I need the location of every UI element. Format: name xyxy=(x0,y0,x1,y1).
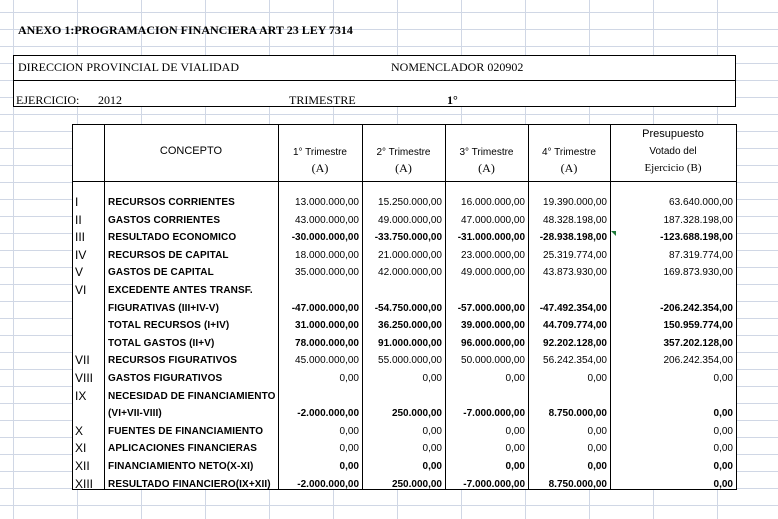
row-concept: EXCEDENTE ANTES TRANSF. xyxy=(108,285,253,296)
budget-header-line1: Presupuesto xyxy=(642,128,704,140)
row-concept: RESULTADO FINANCIERO(IX+XII) xyxy=(108,478,271,490)
trimestre-value: 1° xyxy=(447,93,458,107)
row-value: 16.000.000,00 xyxy=(461,197,525,208)
quarter-header: 2° Trimestre xyxy=(376,147,431,158)
row-concept: RESULTADO ECONOMICO xyxy=(108,232,237,244)
row-value: 169.873.930,00 xyxy=(663,267,733,279)
budget-header-line2: Votado del xyxy=(649,146,697,157)
row-value: 8.750.000,00 xyxy=(548,478,607,490)
row-value: -206.242.354,00 xyxy=(660,302,733,314)
row-roman-numeral: I xyxy=(75,195,79,209)
row-roman-numeral: III xyxy=(75,230,86,245)
header-divider xyxy=(14,80,735,81)
row-value: 0,00 xyxy=(713,425,733,437)
row-value: 0,00 xyxy=(713,461,733,472)
row-value: 0,00 xyxy=(505,373,525,384)
row-value: 0,00 xyxy=(339,461,359,472)
row-value: 25.319.774,00 xyxy=(543,249,607,261)
row-concept: GASTOS CORRIENTES xyxy=(108,214,221,226)
row-concept: APLICACIONES FINANCIERAS xyxy=(108,443,258,455)
row-value: 0,00 xyxy=(505,425,525,437)
trimestre-label: TRIMESTRE xyxy=(289,93,356,107)
quarter-header: 3° Trimestre xyxy=(459,147,514,158)
row-roman-numeral: X xyxy=(75,423,84,438)
row-value: 55.000.000,00 xyxy=(378,355,442,367)
row-value: 0,00 xyxy=(339,443,359,455)
row-value: 0,00 xyxy=(713,408,733,420)
row-value: 0,00 xyxy=(587,425,607,437)
row-value: 0,00 xyxy=(587,443,607,455)
row-value: 23.000.000,00 xyxy=(461,249,525,261)
row-concept: TOTAL GASTOS (II+V) xyxy=(108,337,215,349)
row-value: 13.000.000,00 xyxy=(295,197,359,208)
row-concept: RECURSOS DE CAPITAL xyxy=(108,249,229,261)
row-value: -28.938.198,00 xyxy=(539,232,607,244)
row-roman-numeral: VII xyxy=(75,353,90,368)
row-value: 0,00 xyxy=(713,478,733,490)
row-value: 92.202.128,00 xyxy=(543,337,607,349)
row-value: 150.959.774,00 xyxy=(663,320,733,332)
row-value: 357.202.128,00 xyxy=(663,337,733,349)
row-value: 42.000.000,00 xyxy=(378,267,442,279)
cell-comment-marker xyxy=(611,231,616,236)
row-value: 250.000,00 xyxy=(391,478,442,490)
row-roman-numeral: XI xyxy=(75,441,87,456)
row-value: 0,00 xyxy=(713,373,733,384)
row-value: 35.000.000,00 xyxy=(295,267,359,279)
row-value: -47.492.354,00 xyxy=(539,302,607,314)
row-value: 0,00 xyxy=(422,461,442,472)
organismo-label: DIRECCION PROVINCIAL DE VIALIDAD xyxy=(18,60,239,74)
row-value: -123.688.198,00 xyxy=(660,232,733,244)
row-value: -31.000.000,00 xyxy=(457,232,525,244)
row-value: 0,00 xyxy=(587,461,607,472)
quarter-header: 1° Trimestre xyxy=(292,147,347,158)
row-roman-numeral: II xyxy=(75,212,82,227)
header-box xyxy=(13,55,736,107)
financial-table xyxy=(72,124,737,490)
row-value: 87.319.774,00 xyxy=(669,249,733,261)
row-value: 63.640.000,00 xyxy=(669,197,733,208)
row-value: 206.242.354,00 xyxy=(663,355,733,367)
nomenclador-label: NOMENCLADOR 020902 xyxy=(391,60,524,74)
row-value: 50.000.000,00 xyxy=(461,355,525,367)
row-concept: FUENTES DE FINANCIAMIENTO xyxy=(108,425,264,437)
row-value: 15.250.000,00 xyxy=(378,197,442,208)
row-concept: TOTAL RECURSOS (I+IV) xyxy=(108,320,230,332)
row-concept: FINANCIAMIENTO NETO(X-XI) xyxy=(108,461,254,472)
row-value: 8.750.000,00 xyxy=(548,408,607,420)
row-value: -7.000.000,00 xyxy=(463,408,525,420)
row-value: 0,00 xyxy=(422,443,442,455)
row-value: 21.000.000,00 xyxy=(378,249,442,261)
row-value: 0,00 xyxy=(422,425,442,437)
row-roman-numeral: IV xyxy=(75,247,87,262)
row-value: 0,00 xyxy=(587,373,607,384)
row-roman-numeral: VI xyxy=(75,283,87,297)
row-value: 47.000.000,00 xyxy=(461,214,525,226)
row-value: 56.242.354,00 xyxy=(543,355,607,367)
row-value: -57.000.000,00 xyxy=(457,302,525,314)
row-value: -2.000.000,00 xyxy=(297,408,359,420)
column-divider xyxy=(104,125,105,489)
row-value: 31.000.000,00 xyxy=(295,320,359,332)
row-value: 0,00 xyxy=(713,443,733,455)
row-roman-numeral: V xyxy=(75,265,84,280)
row-value: 250.000,00 xyxy=(391,408,442,420)
row-value: 0,00 xyxy=(422,373,442,384)
row-roman-numeral: IX xyxy=(75,388,87,403)
row-concept: GASTOS FIGURATIVOS xyxy=(108,373,223,384)
row-concept: NECESIDAD DE FINANCIAMIENTO xyxy=(108,390,276,402)
row-value: -47.000.000,00 xyxy=(291,302,359,314)
quarter-subheader: (A) xyxy=(560,161,578,175)
row-value: -2.000.000,00 xyxy=(297,478,359,490)
row-value: 0,00 xyxy=(505,461,525,472)
row-concept: FIGURATIVAS (III+IV-V) xyxy=(108,302,220,314)
row-value: 49.000.000,00 xyxy=(461,267,525,279)
row-value: 0,00 xyxy=(339,425,359,437)
row-value: 0,00 xyxy=(505,443,525,455)
row-value: 49.000.000,00 xyxy=(378,214,442,226)
row-concept: GASTOS DE CAPITAL xyxy=(108,267,214,279)
header-rule xyxy=(73,181,736,182)
row-value: 18.000.000,00 xyxy=(295,249,359,261)
concept-header: CONCEPTO xyxy=(159,145,223,157)
row-value: 43.000.000,00 xyxy=(295,214,359,226)
budget-header-line3: Ejercicio (B) xyxy=(644,162,702,174)
quarter-subheader: (A) xyxy=(311,161,329,175)
row-value: -33.750.000,00 xyxy=(374,232,442,244)
row-value: -54.750.000,00 xyxy=(374,302,442,314)
quarter-subheader: (A) xyxy=(395,161,412,175)
row-roman-numeral: XIII xyxy=(75,476,94,491)
row-concept: RECURSOS FIGURATIVOS xyxy=(108,355,238,367)
row-value: 187.328.198,00 xyxy=(663,214,733,226)
quarter-subheader: (A) xyxy=(478,161,495,175)
row-value: 0,00 xyxy=(339,373,359,384)
row-value: 44.709.774,00 xyxy=(543,320,607,332)
row-value: 39.000.000,00 xyxy=(461,320,525,332)
row-value: -7.000.000,00 xyxy=(463,478,525,490)
row-value: 36.250.000,00 xyxy=(378,320,442,332)
document-title: ANEXO 1:PROGRAMACION FINANCIERA ART 23 LEY 7314 xyxy=(18,23,353,37)
row-value: 43.873.930,00 xyxy=(543,267,607,279)
ejercicio-value: 2012 xyxy=(98,93,122,107)
row-value: 91.000.000,00 xyxy=(378,337,442,349)
row-value: 48.328.198,00 xyxy=(543,214,607,226)
ejercicio-label: EJERCICIO: xyxy=(16,93,80,107)
row-value: 78.000.000,00 xyxy=(295,337,359,349)
row-value: -30.000.000,00 xyxy=(291,232,359,244)
row-concept: RECURSOS CORRIENTES xyxy=(108,197,235,208)
quarter-header: 4° Trimestre xyxy=(541,147,596,158)
row-concept: (VI+VII-VIII) xyxy=(108,408,162,420)
row-value: 96.000.000,00 xyxy=(461,337,525,349)
row-roman-numeral: VIII xyxy=(75,371,94,385)
row-value: 19.390.000,00 xyxy=(543,197,607,208)
row-roman-numeral: XII xyxy=(75,459,90,473)
row-value: 45.000.000,00 xyxy=(295,355,359,367)
